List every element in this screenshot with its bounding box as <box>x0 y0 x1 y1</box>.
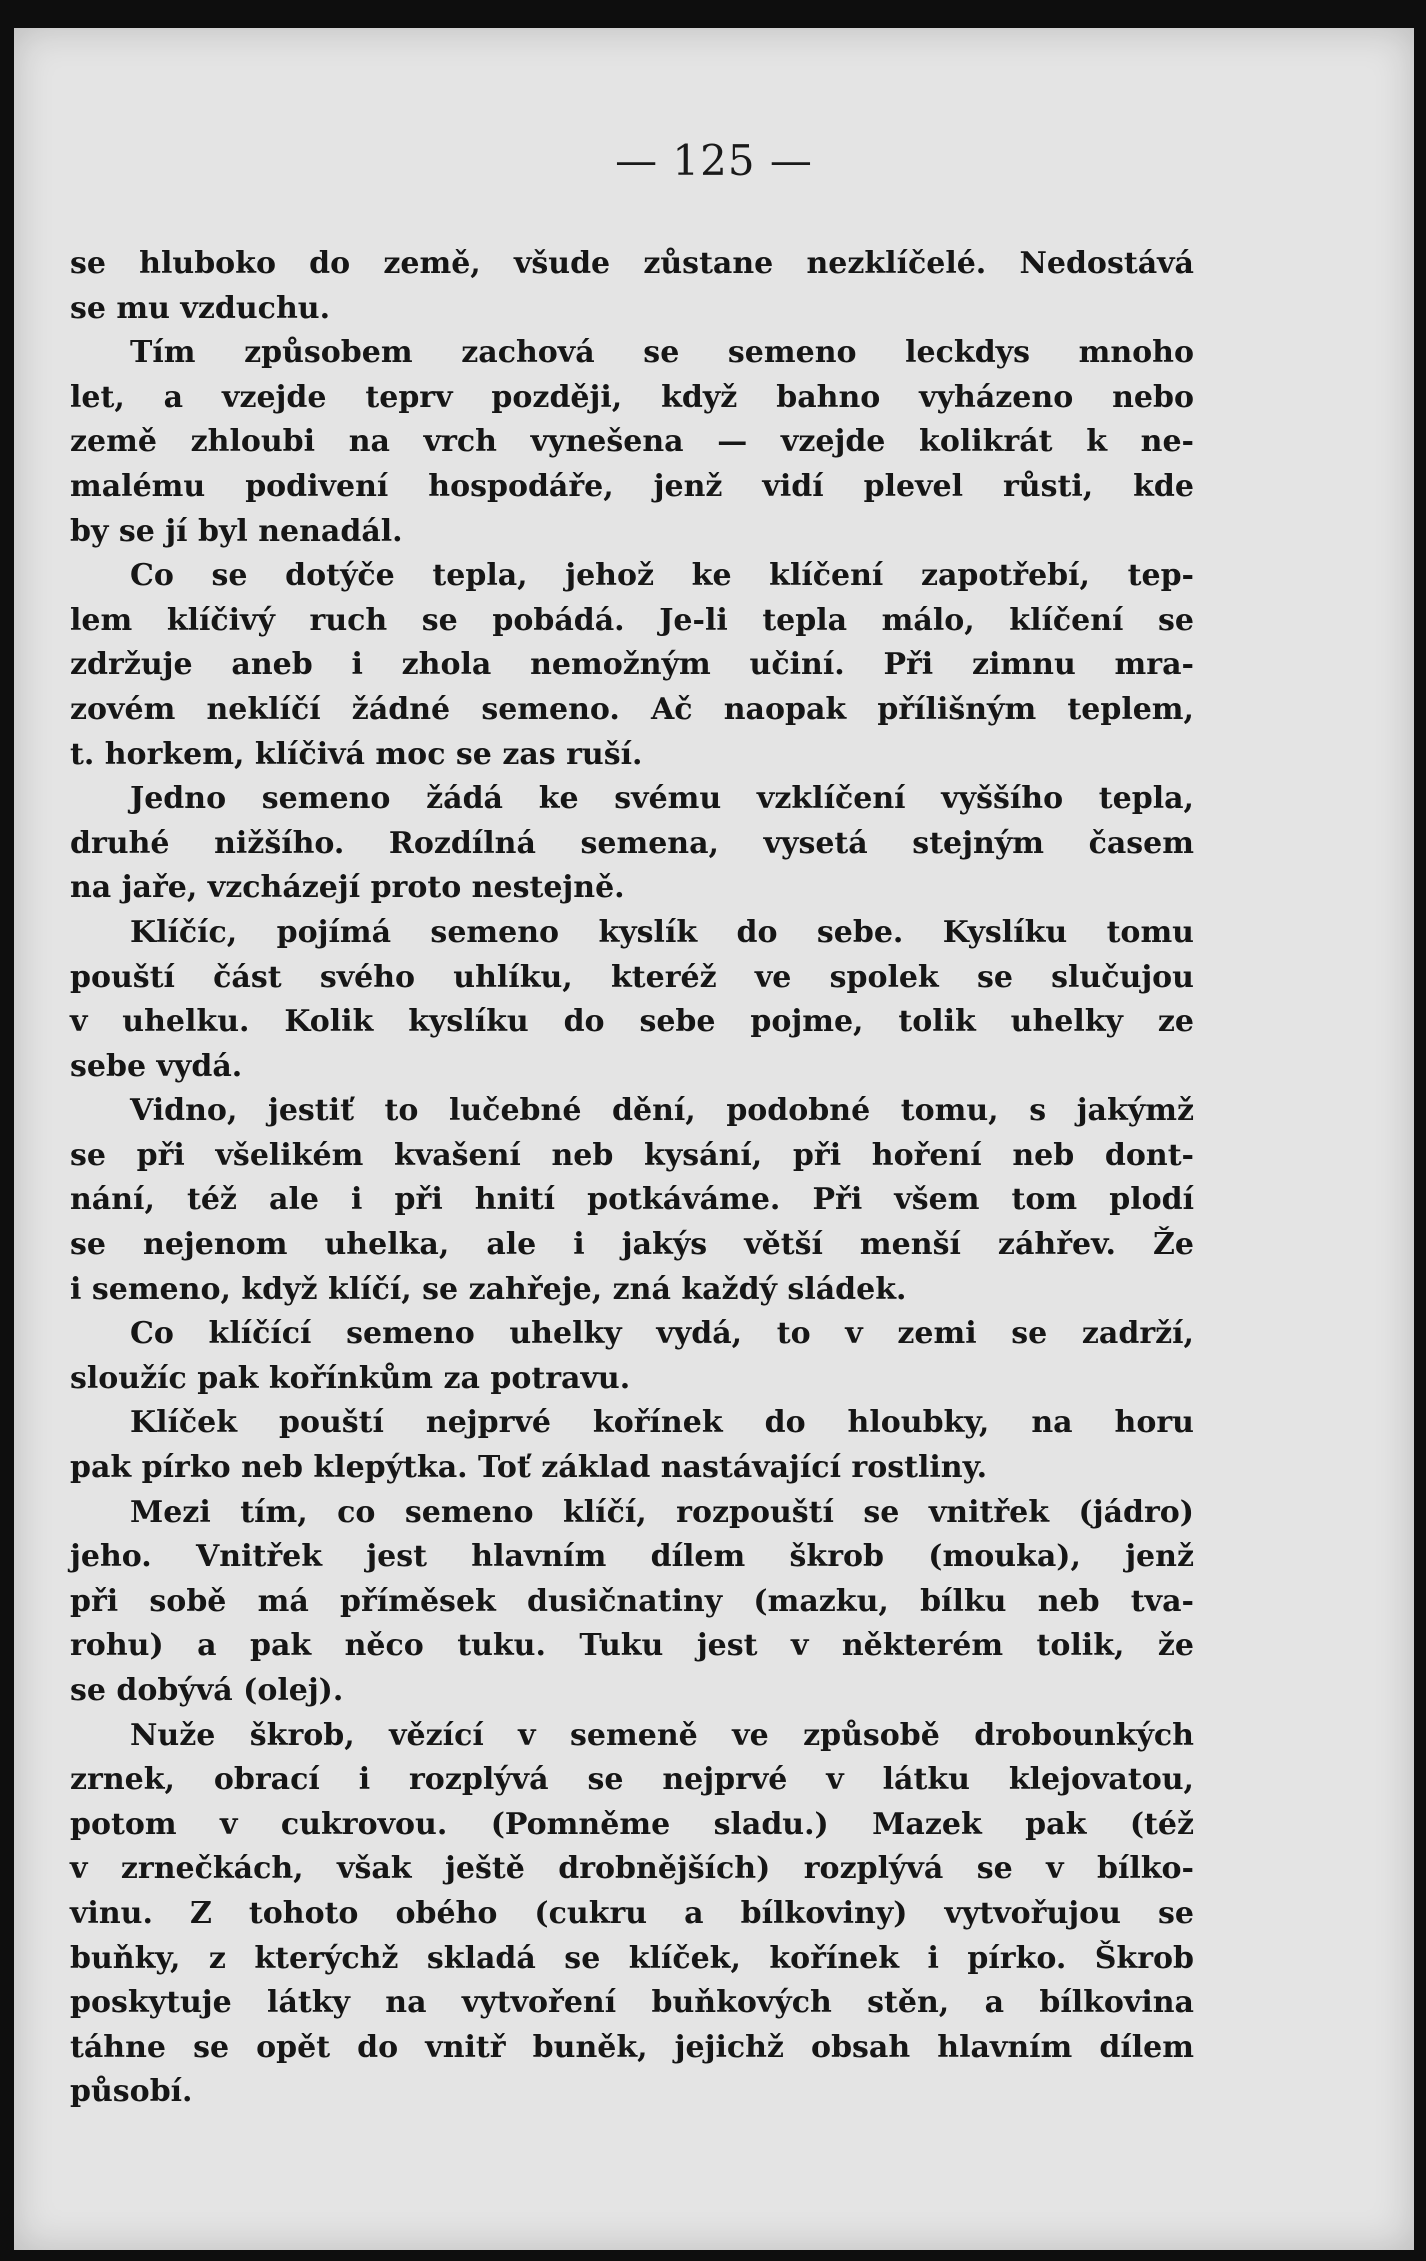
book-page <box>14 28 1414 2250</box>
text-line: pak pírko neb klepýtka. Toť základ nastávající rostliny. <box>70 1450 988 1486</box>
text-line: se dobývá (olej). <box>70 1673 344 1708</box>
text-line: při sobě má příměsek dusičnatiny (mazku, bílku neb tva- <box>70 1583 1194 1619</box>
text-line: Nuže škrob, vězící v semeně ve způsobě drobounkých <box>130 1717 1194 1753</box>
text-line: zovém neklíčí žádné semeno. Ač naopak přílišným teplem, <box>70 691 1194 727</box>
text-line: jeho. Vnitřek jest hlavním dílem škrob (mouka), jenž <box>70 1539 1194 1575</box>
text-line: Co se dotýče tepla, jehož ke klíčení zapotřebí, tep- <box>130 558 1194 594</box>
text-line: se nejenom uhelka, ale i jakýs větší menší záhřev. Že <box>70 1227 1194 1263</box>
text-line: by se jí byl nenadál. <box>70 513 403 549</box>
text-line: nání, též ale i při hnití potkáváme. Při všem tom plodí <box>70 1182 1194 1218</box>
text-line: Co klíčící semeno uhelky vydá, to v zemi se zadrží, <box>130 1316 1194 1352</box>
text-line: i semeno, když klíčí, se zahřeje, zná každý sládek. <box>70 1271 907 1307</box>
text-line: vinu. Z tohoto obého (cukru a bílkoviny) vytvořujou se <box>70 1895 1194 1931</box>
text-line: Mezi tím, co semeno klíčí, rozpouští se vnitřek (jádro) <box>130 1494 1194 1530</box>
text-line: se mu vzduchu. <box>70 290 331 326</box>
text-line: sebe vydá. <box>70 1048 243 1084</box>
text-line: druhé nižšího. Rozdílná semena, vysetá stejným časem <box>70 825 1194 861</box>
text-line: buňky, z kterýchž skladá se klíček, kořínek i pírko. Škrob <box>70 1940 1194 1976</box>
text-line: země zhloubi na vrch vynešena — vzejde kolikrát k ne- <box>70 424 1194 460</box>
text-line: na jaře, vzcházejí proto nestejně. <box>70 870 625 906</box>
text-line: Jedno semeno žádá ke svému vzklíčení vyššího tepla, <box>130 781 1194 817</box>
text-line: Klíčíc, pojímá semeno kyslík do sebe. Kyslíku tomu <box>130 914 1194 950</box>
text-line: t. horkem, klíčivá moc se zas ruší. <box>70 736 643 772</box>
text-line: poskytuje látky na vytvoření buňkových stěn, a bílkovina <box>70 1985 1194 2021</box>
text-line: táhne se opět do vnitř buněk, jejichž obsah hlavním dílem <box>70 2029 1194 2065</box>
text-line: zrnek, obrací i rozplývá se nejprvé v látku klejovatou, <box>70 1762 1194 1798</box>
text-line: potom v cukrovou. (Pomněme sladu.) Mazek pak (též <box>70 1806 1194 1842</box>
text-line: Vidno, jestiť to lučebné dění, podobné tomu, s jakýmž <box>130 1093 1194 1129</box>
text-line: se hluboko do země, všude zůstane nezklíčelé. Nedostává <box>70 246 1194 281</box>
text-line: v zrnečkách, však ještě drobnějších) rozplývá se v bílko- <box>70 1851 1194 1887</box>
text-line: se při všelikém kvašení neb kysání, při hoření neb dont- <box>70 1137 1194 1173</box>
text-line: Tím způsobem zachová se semeno leckdys mnoho <box>130 335 1194 371</box>
text-line: působí. <box>70 2074 193 2110</box>
text-line: v uhelku. Kolik kyslíku do sebe pojme, tolik uhelky ze <box>70 1004 1194 1040</box>
text-line: malému podivení hospodáře, jenž vidí plevel růsti, kde <box>70 468 1194 504</box>
text-line: let, a vzejde teprv později, když bahno vyházeno nebo <box>70 379 1194 415</box>
text-line: pouští část svého uhlíku, kteréž ve spolek se slučujou <box>70 959 1194 995</box>
text-line: Klíček pouští nejprvé kořínek do hloubky, na horu <box>130 1405 1194 1441</box>
text-line: zdržuje aneb i zhola nemožným učiní. Při zimnu mra- <box>70 647 1194 683</box>
text-line: rohu) a pak něco tuku. Tuku jest v některém tolik, že <box>70 1628 1194 1664</box>
text-line: lem klíčivý ruch se pobádá. Je-li tepla málo, klíčení se <box>70 602 1194 638</box>
page-number: — 125 — <box>615 136 813 185</box>
text-line: sloužíc pak kořínkům za potravu. <box>70 1360 631 1396</box>
body-text <box>70 242 1194 2115</box>
